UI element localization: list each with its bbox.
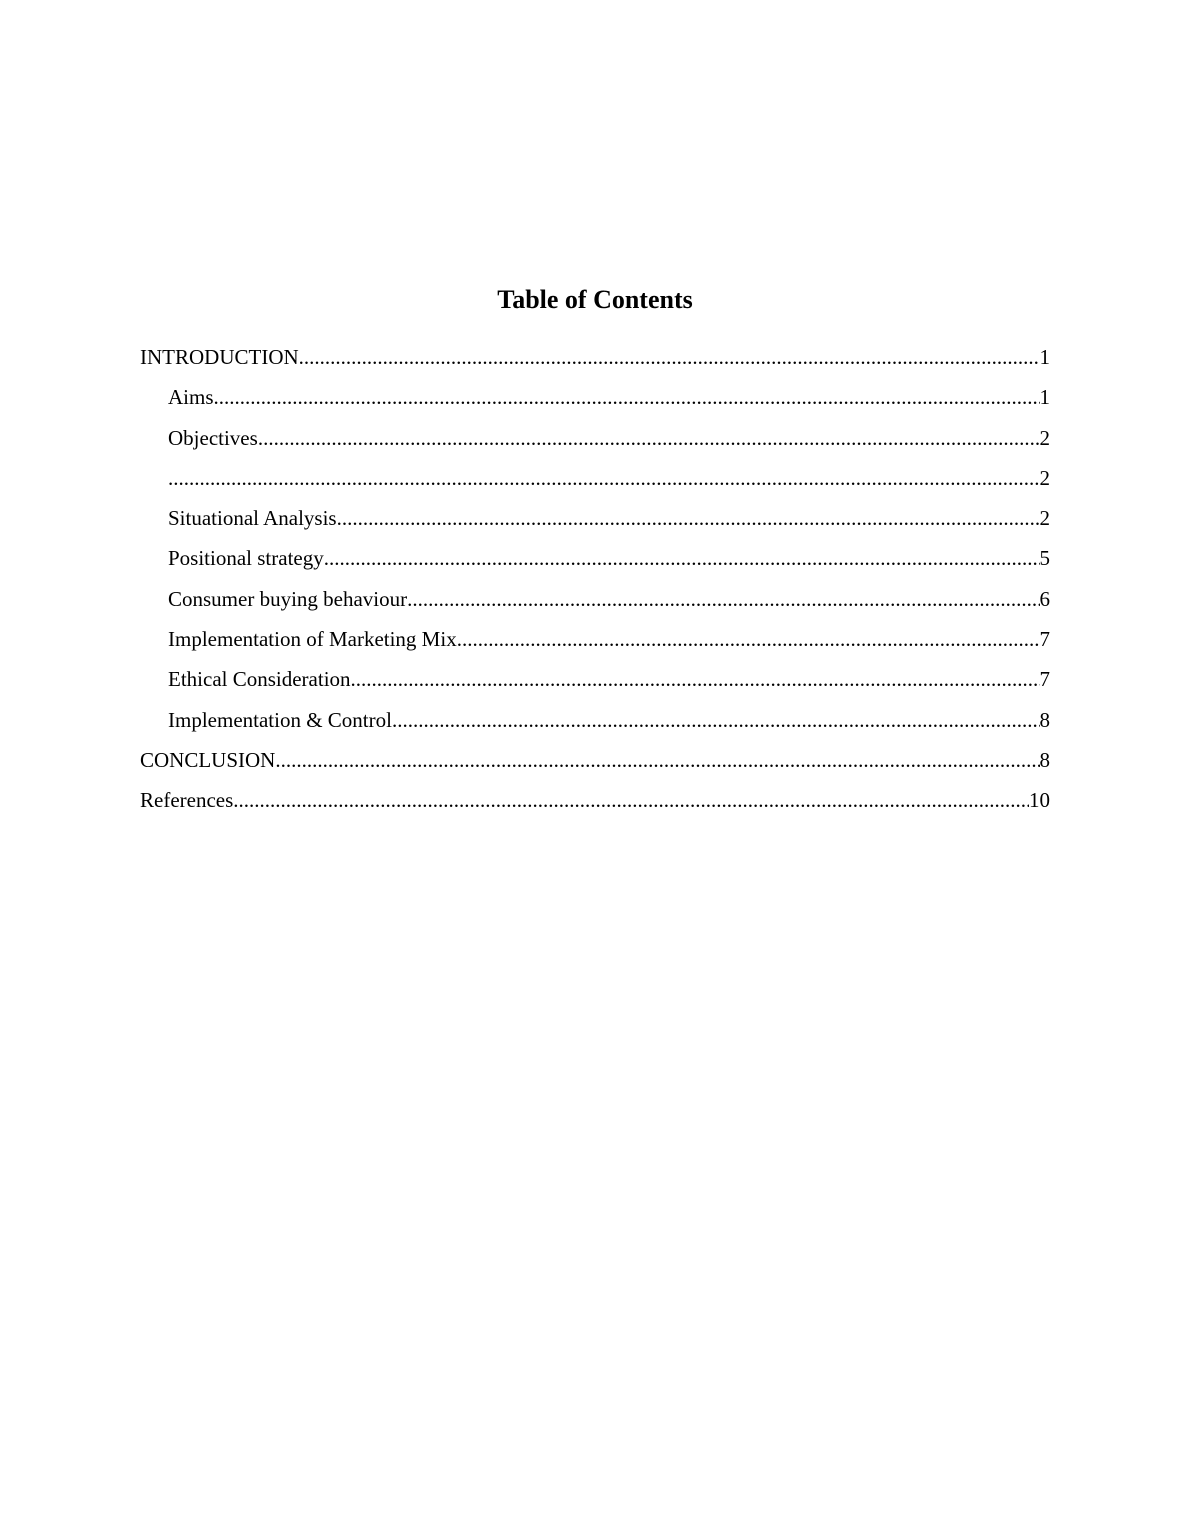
- toc-entry-label: Implementation of Marketing Mix: [168, 627, 457, 652]
- dot-leader: [324, 538, 1040, 578]
- toc-entry-label: CONCLUSION: [140, 747, 276, 772]
- toc-entry-situational-analysis[interactable]: [140, 498, 1050, 538]
- dot-leader: [392, 700, 1040, 740]
- toc-entry-label: Aims: [168, 385, 214, 410]
- toc-entry-page: 8: [1039, 747, 1050, 772]
- dot-leader: [214, 377, 1040, 417]
- toc-entry-label: Situational Analysis: [168, 506, 337, 531]
- toc-entry-ethical-consideration[interactable]: [140, 659, 1050, 699]
- dot-leader: [457, 619, 1040, 659]
- toc-entry-objectives[interactable]: [140, 418, 1050, 458]
- dot-leader: [233, 780, 1029, 820]
- toc-entry-page: 2: [1039, 465, 1050, 490]
- toc-list: [140, 337, 1050, 821]
- toc-entry-page: 10: [1029, 788, 1050, 813]
- dot-leader: [168, 458, 1040, 498]
- dot-leader: [258, 418, 1040, 458]
- toc-entry-implementation-of-marketing-mix[interactable]: [140, 619, 1050, 659]
- dot-leader: [299, 337, 1040, 377]
- toc-entry-page: 2: [1039, 425, 1050, 450]
- dot-leader: [337, 498, 1040, 538]
- toc-entry-untitled[interactable]: [140, 458, 1050, 498]
- toc-title: Table of Contents: [497, 285, 693, 314]
- dot-leader: [351, 659, 1040, 699]
- toc-entry-page: 1: [1039, 385, 1050, 410]
- toc-entry-page: 7: [1039, 667, 1050, 692]
- toc-entry-conclusion[interactable]: [140, 740, 1050, 780]
- toc-entry-page: 2: [1039, 506, 1050, 531]
- toc-entry-page: 5: [1039, 546, 1050, 571]
- toc-entry-label: Positional strategy: [168, 546, 324, 571]
- dot-leader: [407, 579, 1039, 619]
- toc-entry-label: Implementation & Control: [168, 707, 392, 732]
- toc-entry-page: 8: [1039, 707, 1050, 732]
- toc-entry-page: 1: [1039, 345, 1050, 369]
- toc-entry-introduction[interactable]: [140, 337, 1050, 377]
- toc-entry-references[interactable]: [140, 780, 1050, 820]
- toc-entry-implementation-and-control[interactable]: [140, 700, 1050, 740]
- toc-entry-label: References: [140, 788, 234, 813]
- toc-entry-label: Ethical Consideration: [168, 667, 351, 692]
- toc-entry-label: Consumer buying behaviour: [168, 586, 408, 611]
- toc-entry-aims[interactable]: [140, 377, 1050, 417]
- toc-entry-label: Objectives: [168, 425, 258, 450]
- dot-leader: [275, 740, 1039, 780]
- toc-entry-positional-strategy[interactable]: [140, 538, 1050, 578]
- toc-entry-page: 7: [1039, 627, 1050, 652]
- toc-entry-consumer-buying-behaviour[interactable]: [140, 579, 1050, 619]
- toc-entry-label: INTRODUCTION: [140, 345, 299, 369]
- toc-entry-page: 6: [1039, 586, 1050, 611]
